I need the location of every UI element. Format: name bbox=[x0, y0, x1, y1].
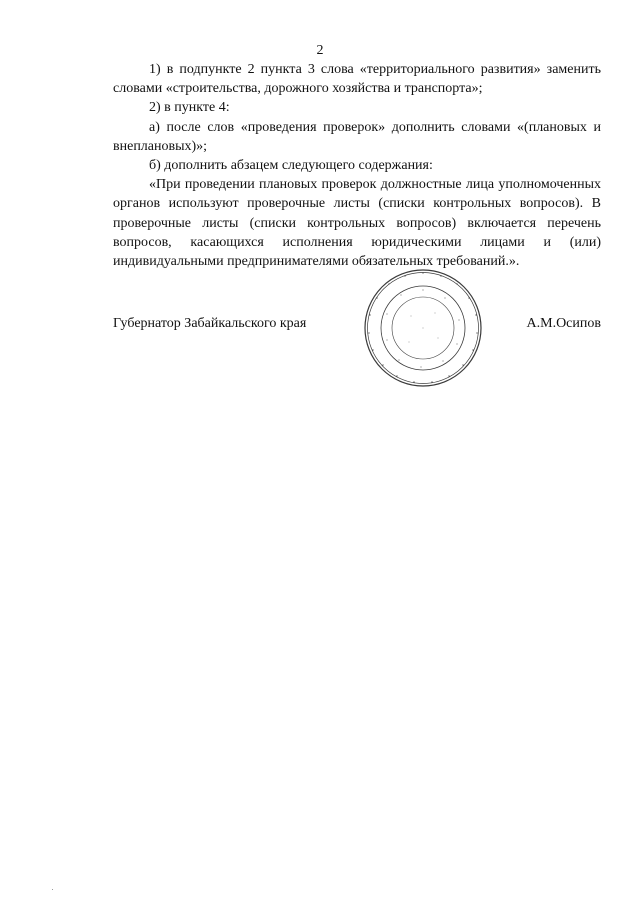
paragraph-2: 2) в пункте 4: bbox=[149, 100, 230, 116]
document-body bbox=[113, 60, 601, 271]
paragraph-5: «При проведении плановых проверок должностные лица уполномоченных органов используют проверочные листы (списки контрольных вопросов). В проверочные листы (списки контрольных вопросов) включается перечень вопросов, касающихся исполнения юридическими лицами и (или) индивидуальными предпринимателями обязательных требований.». bbox=[113, 177, 601, 270]
paragraph-1: 1) в подпункте 2 пункта 3 слова «территориального развития» заменить словами «строительства, дорожного хозяйства и транспорта»; bbox=[113, 62, 601, 97]
paragraph-4: б) дополнить абзацем следующего содержания: bbox=[149, 158, 433, 174]
page-number: 2 bbox=[316, 43, 324, 58]
signature-block bbox=[113, 316, 601, 336]
scan-speck bbox=[52, 889, 53, 890]
signatory-name: А.М.Осипов bbox=[526, 316, 601, 331]
signatory-position: Губернатор Забайкальского края bbox=[113, 316, 307, 331]
paragraph-3: а) после слов «проведения проверок» дополнить словами «(плановых и внеплановых)»; bbox=[113, 119, 601, 154]
official-seal-icon bbox=[363, 268, 483, 388]
